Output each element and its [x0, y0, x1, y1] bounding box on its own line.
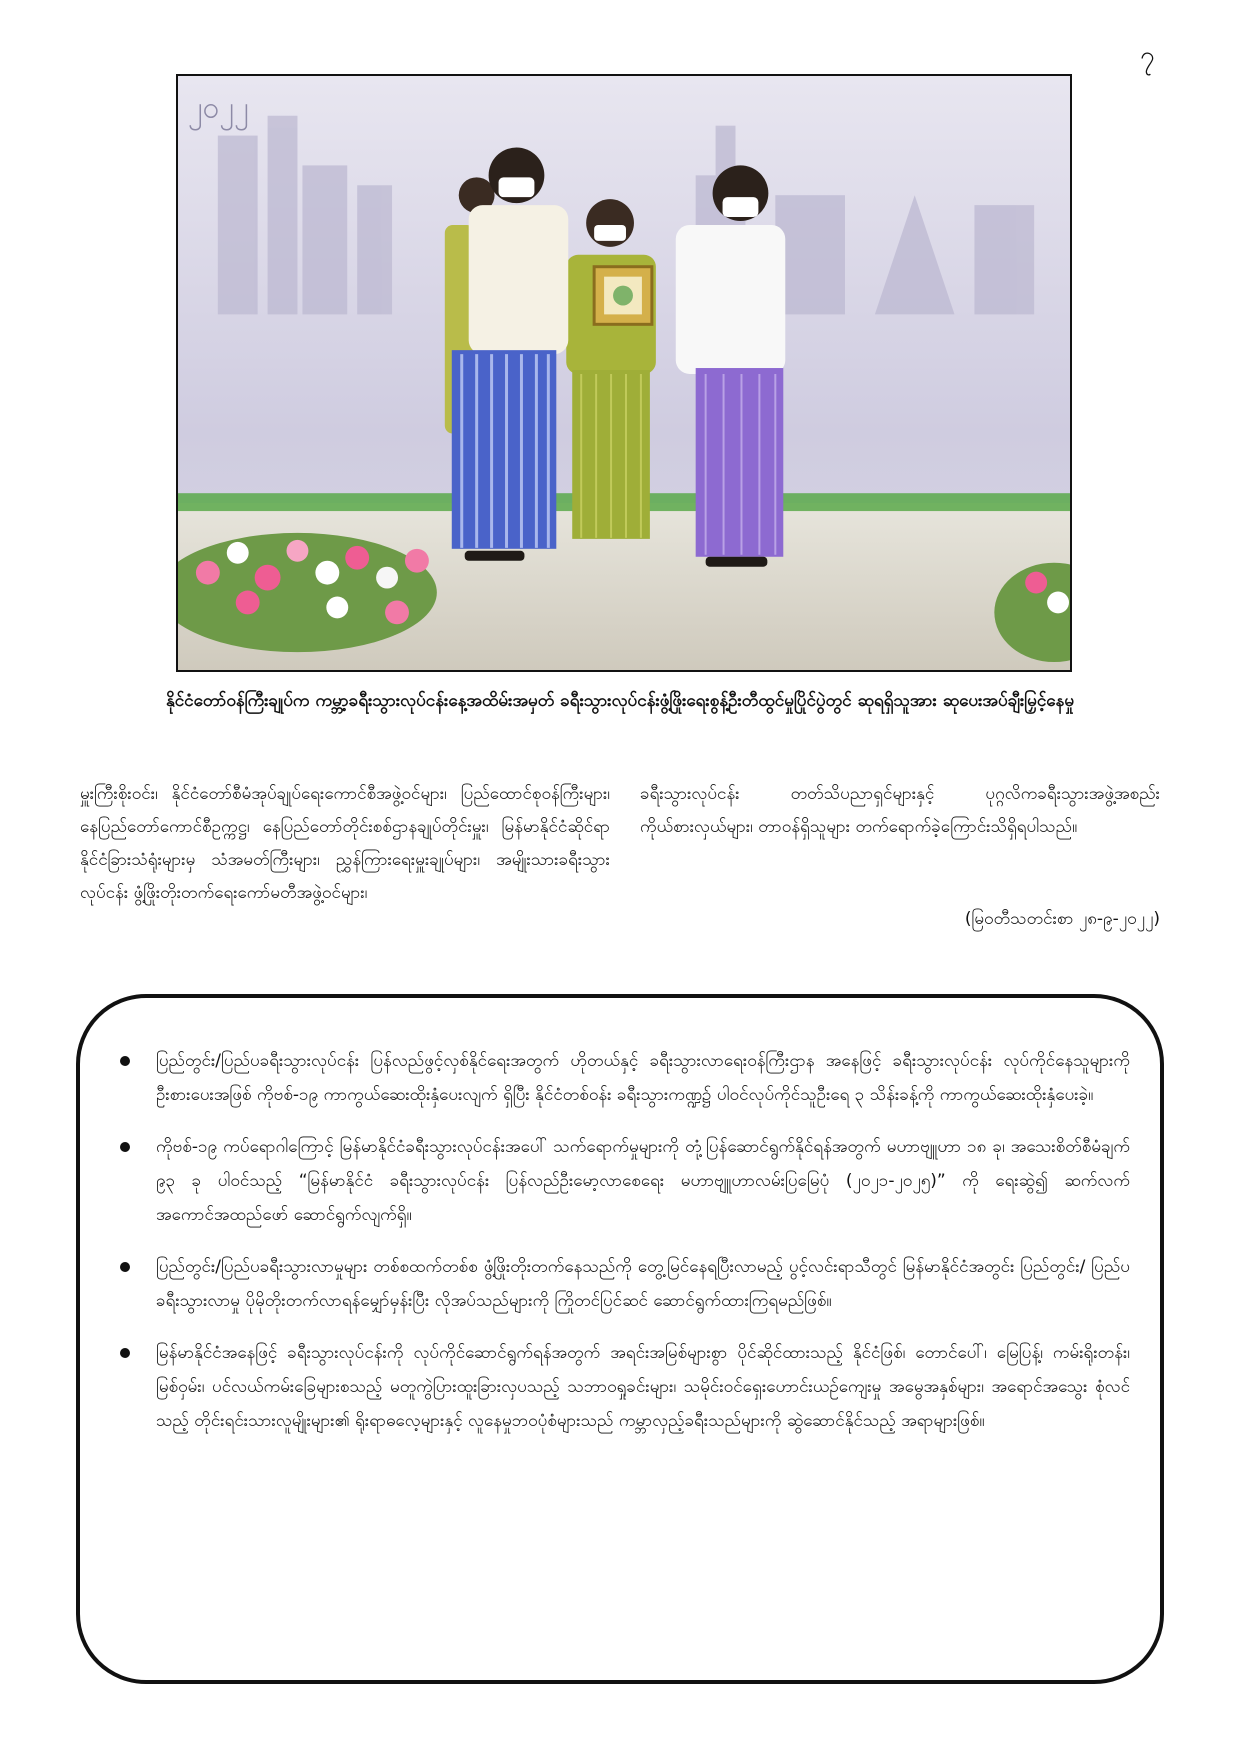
bullet-icon [120, 1262, 130, 1272]
award-plaque [594, 267, 652, 325]
list-item [120, 1336, 1130, 1438]
list-item-text: မြန်မာနိုင်ငံအနေဖြင့် ခရီးသွားလုပ်ငန်းကို လုပ်ကိုင်ဆောင်ရွက်ရန်အတွက် အရင်းအမြစ်များစွာ ပိုင်ဆိုင်ထားသည့် နိုင်ငံဖြစ်၊ တောင်ပေါ်၊ မြေပြန့်၊ ကမ်းရိုးတန်း၊ မြစ်ဝှမ်း၊ ပင်လယ်ကမ်းခြေများစသည့် မတူကွဲပြားထူးခြားလှပသည့် သဘာဝရှုခင်းများ၊ သမိုင်းဝင်ရှေးဟောင်းယဉ်ကျေးမှု အမွေအနှစ်များ၊ အရောင်အသွေး စုံလင်သည့် တိုင်းရင်းသားလူမျိုးများ၏ ရိုးရာဓလေ့များနှင့် လူနေမှုဘဝပုံစံများသည် ကမ္ဘာလှည့်ခရီးသည်များကို ဆွဲဆောင်နိုင်သည့် အရာများဖြစ်။ [156, 1343, 1130, 1431]
list-item-text: ကိုဗစ်-၁၉ ကပ်ရောဂါကြောင့် မြန်မာနိုင်ငံခရီးသွားလုပ်ငန်းအပေါ် သက်ရောက်မှုများကို တုံ့ပြန်ဆောင်ရွက်နိုင်ရန်အတွက် မဟာဗျူဟာ ၁၈ ခု၊ အသေးစိတ်စီမံချက် ၉၃ ခု ပါဝင်သည့် “မြန်မာနိုင်ငံ ခရီးသွားလုပ်ငန်း ပြန်လည်ဦးမော့လာစေရေး မဟာဗျူဟာလမ်းပြမြေပုံ (၂၀၂၁-၂၀၂၅)” ကို ရေးဆွဲ၍ ဆက်လက်အကောင်အထည်ဖော် ဆောင်ရွက်လျက်ရှိ။ [156, 1137, 1130, 1225]
list-item-text: ပြည်တွင်း/ပြည်ပခရီးသွားလာမှုများ တစ်စထက်တစ်စ ဖွံ့ဖြိုးတိုးတက်နေသည်ကို တွေ့မြင်နေရပြီးလာမည့် ပွင့်လင်းရာသီတွင် မြန်မာနိုင်ငံအတွင်း ပြည်တွင်း/ ပြည်ပခရီးသွားလာမှု ပိုမိုတိုးတက်လာရန်မျှော်မှန်းပြီး လိုအပ်သည်များကို ကြိုတင်ပြင်ဆင် ဆောင်ရွက်ထားကြရမည်ဖြစ်။ [156, 1257, 1130, 1311]
list-item-text: ပြည်တွင်း/ပြည်ပခရီးသွားလုပ်ငန်း ပြန်လည်ဖွင့်လှစ်နိုင်ရေးအတွက် ဟိုတယ်နှင့် ခရီးသွားလာရေးဝန်ကြီးဌာန အနေဖြင့် ခရီးသွားလုပ်ငန်း လုပ်ကိုင်နေသူများကို ဦးစားပေးအဖြစ် ကိုဗစ်-၁၉ ကာကွယ်ဆေးထိုးနှံပေးလျက် ရှိပြီး နိုင်ငံတစ်ဝန်း ခရီးသွားကဏ္ဍ၌ ပါဝင်လုပ်ကိုင်သူဦးရေ ၃ သိန်းခန့်ကို ကာကွယ်ဆေးထိုးနှံပေးခဲ့။ [156, 1051, 1130, 1105]
photo-illustration [178, 76, 1070, 670]
list-item [120, 1250, 1130, 1318]
page-number: ၇ [1140, 41, 1155, 71]
list-item [120, 1130, 1130, 1232]
bullet-icon [120, 1056, 130, 1066]
photo-caption: နိုင်ငံတော်ဝန်ကြီးချုပ်က ကမ္ဘာ့ခရီးသွားလုပ်ငန်းနေ့အထိမ်းအမှတ် ခရီးသွားလုပ်ငန်းဖွံ့ဖြိုးရေးစွန့်ဦးတီထွင်မှုပြိုင်ပွဲတွင် ဆုရရှိသူအား ဆုပေးအပ်ချီးမြှင့်နေမှု [165, 691, 1075, 711]
backdrop-year-text: ၂၀၂၂ [187, 90, 249, 126]
article-source: (မြဝတီသတင်းစာ ၂၈-၉-၂၀၂၂) [964, 909, 1160, 929]
bullet-icon [120, 1348, 130, 1358]
highlights-list [120, 1044, 1130, 1456]
list-item [120, 1044, 1130, 1112]
bullet-icon [120, 1142, 130, 1152]
article-column-left: မှူးကြီးစိုးဝင်း၊ နိုင်ငံတော်စီမံအုပ်ချုပ်ရေးကောင်စီအဖွဲ့ဝင်များ၊ ပြည်ထောင်စုဝန်ကြီးများ၊ နေပြည်တော်ကောင်စီဥက္ကဋ္ဌ၊ နေပြည်တော်တိုင်းစစ်ဌာနချုပ်တိုင်းမှူး၊ မြန်မာနိုင်ငံဆိုင်ရာ နိုင်ငံခြားသံရုံးများမှ သံအမတ်ကြီးများ၊ ညွှန်ကြားရေးမှူးချုပ်များ၊ အမျိုးသားခရီးသွားလုပ်ငန်း ဖွံ့ဖြိုးတိုးတက်ရေးကော်မတီအဖွဲ့ဝင်များ၊ [80, 784, 610, 903]
award-ceremony-photo [176, 74, 1072, 672]
article-column-right: ခရီးသွားလုပ်ငန်း တတ်သိပညာရှင်များနှင့် ပုဂ္ဂလိကခရီးသွားအဖွဲ့အစည်း ကိုယ်စားလှယ်များ၊ တာဝန်ရှိသူများ တက်ရောက်ခဲ့ကြောင်းသိရှိရပါသည်။ [640, 784, 1160, 837]
